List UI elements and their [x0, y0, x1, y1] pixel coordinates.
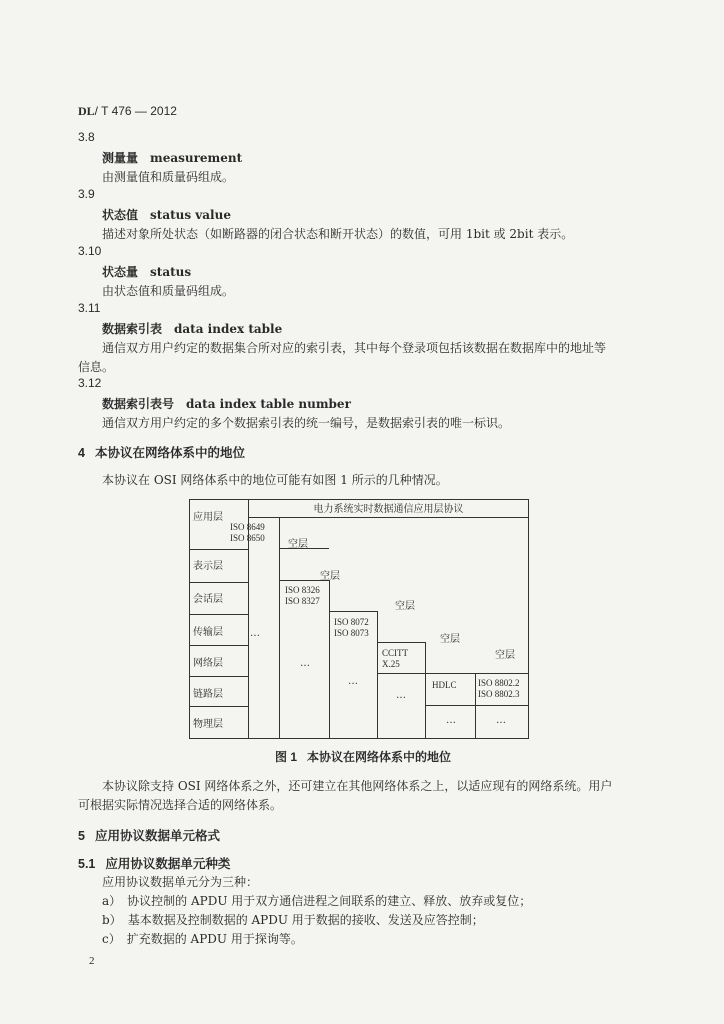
protocol-iso8802-2: ISO 8802.2	[478, 678, 520, 688]
paragraph-cont: 可根据实际情况选择合适的网络体系。	[78, 798, 283, 812]
empty-layer-label: 空层	[288, 539, 308, 550]
clause-number: 3.12	[78, 376, 102, 390]
list-item	[102, 930, 303, 947]
top-band-label: 电力系统实时数据通信应用层协议	[313, 504, 464, 515]
doc-number: / T 476 — 2012	[94, 104, 177, 118]
layer-label: 传输层	[193, 627, 223, 638]
divider	[329, 580, 330, 738]
divider	[190, 706, 248, 707]
term-definition: 描述对象所处状态（如断路器的闭合状态和断开状态）的数值，可用 1bit 或 2bit 表示。	[102, 227, 574, 241]
list-item	[102, 892, 531, 909]
divider	[425, 642, 426, 738]
protocol-label	[334, 617, 369, 639]
protocol-iso8649: ISO 8649	[230, 522, 265, 532]
term-status-value	[102, 206, 231, 223]
term-data-index-table-number	[102, 395, 351, 412]
page-number: 2	[89, 955, 95, 967]
term-zh: 数据索引表	[102, 322, 163, 336]
list-text: 基本数据及控制数据的 APDU 用于数据的接收、发送及应答控制；	[127, 913, 484, 927]
divider	[190, 645, 248, 646]
divider	[377, 642, 425, 643]
divider	[190, 582, 248, 583]
term-en: status	[150, 265, 192, 279]
protocol-iso8802-3: ISO 8802.3	[478, 689, 520, 699]
layer-label: 表示层	[193, 561, 223, 572]
ellipsis: …	[300, 658, 311, 669]
layer-label: 物理层	[193, 719, 223, 730]
ellipsis: …	[496, 715, 507, 726]
term-definition-cont: 信息。	[78, 360, 115, 374]
protocol-iso8327: ISO 8327	[285, 596, 320, 606]
paragraph: 本协议除支持 OSI 网络体系之外，还可建立在其他网络体系之上，以适应现有的网络系统。用户	[102, 779, 613, 793]
layer-label: 网络层	[193, 658, 223, 669]
clause-number: 3.11	[78, 301, 101, 315]
term-measurement	[102, 149, 242, 166]
section-number: 4	[78, 446, 85, 460]
ellipsis: …	[250, 628, 261, 639]
term-en: status value	[150, 208, 231, 222]
figure-title: 本协议在网络体系中的地位	[307, 750, 452, 764]
term-zh: 数据索引表号	[102, 397, 175, 411]
term-definition: 由状态值和质量码组成。	[102, 284, 235, 298]
protocol-label	[382, 648, 408, 670]
paragraph: 本协议在 OSI 网络体系中的地位可能有如图 1 所示的几种情况。	[102, 473, 448, 487]
list-marker: b）	[102, 913, 122, 927]
section-heading	[78, 443, 245, 461]
layer-label: 链路层	[193, 689, 223, 700]
section-title: 本协议在网络体系中的地位	[94, 446, 245, 460]
subsection-heading	[78, 854, 230, 872]
term-definition: 通信双方用户约定的数据集合所对应的索引表，其中每个登录项包括该数据在数据库中的地址等	[102, 341, 607, 355]
protocol-ccitt: CCITT	[382, 648, 408, 658]
divider	[329, 611, 377, 612]
clause-number: 3.10	[78, 244, 102, 258]
divider	[190, 614, 248, 615]
clause-number: 3.9	[78, 187, 95, 201]
list-text: 扩充数据的 APDU 用于探询等。	[126, 932, 303, 946]
layer-label: 会话层	[193, 594, 223, 605]
figure-caption	[275, 748, 451, 765]
protocol-x25: X.25	[382, 659, 400, 669]
divider	[190, 549, 248, 550]
protocol-label	[478, 678, 520, 700]
protocol-iso8073: ISO 8073	[334, 628, 369, 638]
figure-number: 图 1	[275, 750, 298, 764]
protocol-iso8650: ISO 8650	[230, 533, 265, 543]
list-marker: c）	[102, 932, 121, 946]
list-item	[102, 911, 484, 928]
term-definition: 通信双方用户约定的多个数据索引表的统一编号，是数据索引表的唯一标识。	[102, 416, 511, 430]
section-title: 应用协议数据单元格式	[94, 829, 220, 843]
divider	[248, 517, 529, 518]
subsection-title: 应用协议数据单元种类	[105, 857, 231, 871]
protocol-label	[230, 522, 265, 544]
subsection-number: 5.1	[78, 857, 96, 871]
divider	[377, 673, 529, 674]
ellipsis: …	[348, 676, 359, 687]
term-en: data index table	[174, 322, 283, 336]
protocol-iso8326: ISO 8326	[285, 585, 320, 595]
protocol-label	[285, 585, 320, 607]
divider	[377, 611, 378, 738]
term-status	[102, 263, 191, 280]
divider	[279, 517, 280, 738]
term-definition: 由测量值和质量码组成。	[102, 170, 235, 184]
empty-layer-label: 空层	[395, 601, 415, 612]
ellipsis: …	[396, 690, 407, 701]
term-en: data index table number	[186, 397, 351, 411]
paragraph: 应用协议数据单元分为三种：	[102, 875, 259, 889]
term-zh: 状态值	[102, 208, 139, 222]
divider	[425, 705, 529, 706]
term-data-index-table	[102, 320, 282, 337]
empty-layer-label: 空层	[320, 571, 340, 582]
protocol-hdlc: HDLC	[432, 680, 457, 690]
divider	[190, 676, 248, 677]
protocol-iso8072: ISO 8072	[334, 617, 369, 627]
list-text: 协议控制的 APDU 用于双方通信进程之间联系的建立、释放、放弃或复位；	[127, 894, 532, 908]
empty-layer-label: 空层	[495, 650, 515, 661]
doc-code: DL	[78, 104, 95, 118]
term-en: measurement	[150, 151, 243, 165]
document-header	[78, 104, 177, 119]
section-number: 5	[78, 829, 85, 843]
clause-number: 3.8	[78, 130, 95, 144]
section-heading	[78, 826, 220, 844]
list-marker: a）	[102, 894, 122, 908]
ellipsis: …	[446, 715, 457, 726]
term-zh: 状态量	[102, 265, 139, 279]
layer-label: 应用层	[193, 512, 223, 523]
term-zh: 测量量	[102, 151, 139, 165]
osi-layer-diagram	[189, 499, 529, 739]
empty-layer-label: 空层	[440, 634, 460, 645]
